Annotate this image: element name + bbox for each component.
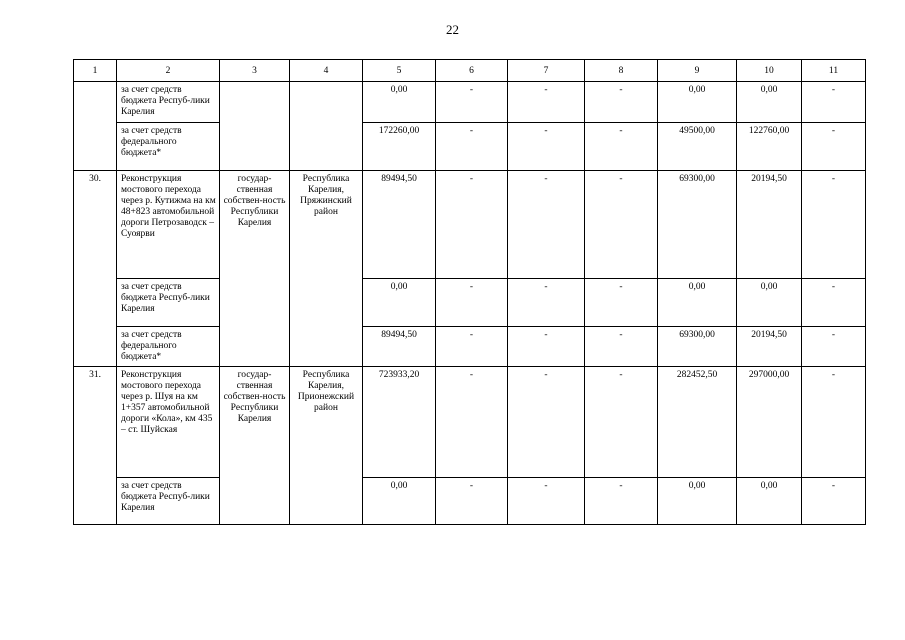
header-cell: 1 [74, 60, 117, 82]
region-cell: Республика Карелия, Пряжинский район [290, 171, 363, 367]
ownership-cell [220, 82, 290, 171]
header-cell: 9 [658, 60, 737, 82]
table-row [74, 123, 866, 171]
dash-cell: - [436, 279, 508, 327]
dash-cell: - [802, 171, 866, 279]
project-name-cell: Реконструкция мостового перехода через р. Шуя на км 1+357 автомобильной дороги «Кола», км 435 – ст. Шуйская [117, 367, 220, 478]
dash-cell: - [802, 367, 866, 478]
total-cell: 723933,20 [363, 367, 436, 478]
header-cell: 5 [363, 60, 436, 82]
header-cell: 10 [737, 60, 802, 82]
funding-source-cell: за счет средств федерального бюджета* [117, 123, 220, 171]
value-cell: 0,00 [737, 82, 802, 123]
funding-source-cell: за счет средств бюджета Респуб-лики Карелия [117, 478, 220, 525]
value-cell: 69300,00 [658, 327, 737, 367]
dash-cell: - [802, 478, 866, 525]
ownership-cell: государ-ственная собствен-ность Республики Карелия [220, 367, 290, 525]
value-cell: 0,00 [737, 279, 802, 327]
dash-cell: - [508, 123, 585, 171]
total-cell: 0,00 [363, 478, 436, 525]
table-row [74, 171, 866, 279]
dash-cell: - [585, 82, 658, 123]
total-cell: 89494,50 [363, 171, 436, 279]
header-cell: 11 [802, 60, 866, 82]
dash-cell: - [436, 82, 508, 123]
dash-cell: - [508, 82, 585, 123]
dash-cell: - [436, 327, 508, 367]
value-cell: 20194,50 [737, 327, 802, 367]
dash-cell: - [585, 123, 658, 171]
value-cell: 0,00 [658, 82, 737, 123]
dash-cell: - [508, 279, 585, 327]
value-cell: 297000,00 [737, 367, 802, 478]
total-cell: 89494,50 [363, 327, 436, 367]
header-cell: 6 [436, 60, 508, 82]
dash-cell: - [436, 171, 508, 279]
dash-cell: - [585, 279, 658, 327]
table-row [74, 367, 866, 478]
header-row [74, 60, 866, 82]
value-cell: 0,00 [658, 478, 737, 525]
dash-cell: - [508, 171, 585, 279]
table-row [74, 478, 866, 525]
dash-cell: - [508, 327, 585, 367]
dash-cell: - [508, 367, 585, 478]
dash-cell: - [585, 171, 658, 279]
header-cell: 7 [508, 60, 585, 82]
funding-source-cell: за счет средств бюджета Респуб-лики Карелия [117, 82, 220, 123]
value-cell: 0,00 [737, 478, 802, 525]
region-cell [290, 82, 363, 171]
total-cell: 0,00 [363, 279, 436, 327]
ownership-cell: государ-ственная собствен-ность Республики Карелия [220, 171, 290, 367]
header-cell: 8 [585, 60, 658, 82]
project-name-cell: Реконструкция мостового перехода через р. Кутижма на км 48+823 автомобильной дороги Петрозаводск – Суоярви [117, 171, 220, 279]
value-cell: 0,00 [658, 279, 737, 327]
table-row [74, 279, 866, 327]
dash-cell: - [585, 367, 658, 478]
page-number: 22 [446, 22, 459, 37]
total-cell: 172260,00 [363, 123, 436, 171]
funding-source-cell: за счет средств федерального бюджета* [117, 327, 220, 367]
value-cell: 20194,50 [737, 171, 802, 279]
table-row [74, 327, 866, 367]
dash-cell: - [585, 327, 658, 367]
dash-cell: - [436, 478, 508, 525]
header-cell: 3 [220, 60, 290, 82]
value-cell: 69300,00 [658, 171, 737, 279]
funding-source-cell: за счет средств бюджета Респуб-лики Карелия [117, 279, 220, 327]
dash-cell: - [802, 279, 866, 327]
dash-cell: - [436, 123, 508, 171]
table-row [74, 82, 866, 123]
value-cell: 122760,00 [737, 123, 802, 171]
num-cell [74, 82, 117, 171]
total-cell: 0,00 [363, 82, 436, 123]
region-cell: Республика Карелия, Прионежский район [290, 367, 363, 525]
header-cell: 4 [290, 60, 363, 82]
header-cell: 2 [117, 60, 220, 82]
num-cell: 30. [74, 171, 117, 367]
dash-cell: - [802, 82, 866, 123]
value-cell: 49500,00 [658, 123, 737, 171]
dash-cell: - [436, 367, 508, 478]
num-cell: 31. [74, 367, 117, 525]
dash-cell: - [802, 327, 866, 367]
value-cell: 282452,50 [658, 367, 737, 478]
dash-cell: - [802, 123, 866, 171]
budget-table [73, 59, 866, 525]
dash-cell: - [585, 478, 658, 525]
dash-cell: - [508, 478, 585, 525]
